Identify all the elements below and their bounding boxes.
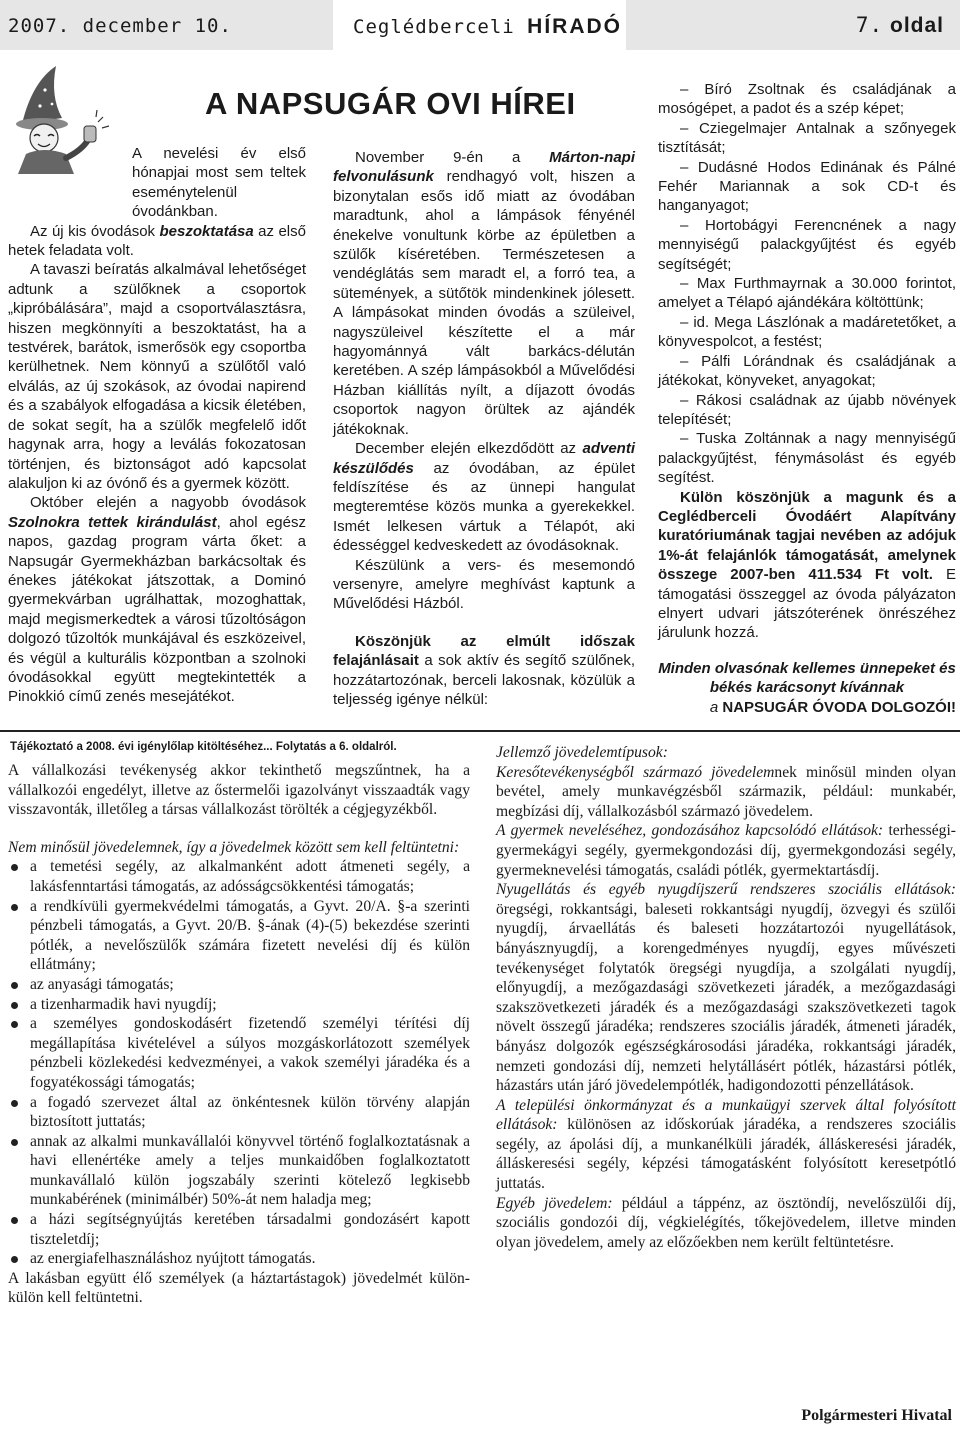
- lantern-paragraph: [333, 148, 635, 439]
- income-type-pension-label: Nyugellátás és egyéb nyugdíjszerű rendszeres szociális ellátások:: [496, 881, 956, 899]
- article-column-2: [333, 148, 635, 709]
- list-item: a tizenharmadik havi nyugdíj;: [8, 995, 470, 1015]
- closing-wish: [658, 659, 956, 698]
- excursion-emphasis: Szolnokra tettek kirándulást: [8, 513, 217, 531]
- non-income-list: [8, 857, 470, 1268]
- header-left-panel: [0, 0, 333, 50]
- thanks-item: – Max Furthmayrnak a 30.000 forintot, amelyet a Télapó ajándékára költöttünk;: [658, 275, 956, 312]
- contest-paragraph: Készülünk a vers- és mesemondó versenyre, amelyre meghívást kaptunk a Művelődési Házból.: [333, 556, 635, 613]
- intro-b-text: Az új kis óvodások: [30, 222, 160, 240]
- thanks-item: – Cziegelmajer Antalnak a szőnyegek tisztítását;: [658, 119, 956, 157]
- page-number: [856, 13, 944, 38]
- publication-name-bold: HÍRADÓ: [527, 15, 622, 38]
- list-item: az energiafelhasználáshoz nyújtott támogatás.: [8, 1249, 470, 1269]
- thanks-item: – Bíró Zsoltnak és családjának a mosógépet, a padot és a szép képet;: [658, 81, 956, 118]
- foundation-bold: Külön köszönjük a magunk és a Ceglédberceli Óvodáért Alapítvány kuratóriumának tagjai nevében az adójuk 1%-át felajánlók támogatását, amelynek összege 2007-ben 411.534 Ft volt.: [658, 488, 956, 584]
- lower-left-column: [8, 761, 470, 1308]
- article-title: A NAPSUGÁR OVI HÍREI: [205, 86, 576, 121]
- non-income-heading: [8, 838, 470, 858]
- thanks-item: – Pálfi Lórándnak és családjának a játékokat, könyveket, anyagokat;: [658, 352, 956, 390]
- list-item: a rendkívüli gyermekvédelmi támogatás, a Gyvt. 20/A. §-a szerinti pénzbeli támogatás, a Gyvt. 20/B. §-ának (4)-(5) bekezdése szerinti pótlék, a nevelőszülők számára fizetett nevelési díj és külön ellátmány;: [8, 897, 470, 975]
- closing-wish-text: Minden olvasónak kellemes ünnepeket és békés karácsonyt kívánnak: [658, 659, 956, 697]
- household-income-note: A lakásban együtt élő személyek (a háztartástagok) jövedelmét külön-külön kell feltüntetni.: [8, 1269, 470, 1307]
- income-type-work-text: nek minősül minden olyan bevétel, amely munkavégzésből származik, például: munkabér, megbízási díj, vállalkozásból származó jövedelem.: [496, 763, 956, 820]
- list-item: az anyasági támogatás;: [8, 975, 470, 995]
- thanks-item: – Rákosi családnak az újabb növények telepítését;: [658, 391, 956, 428]
- income-type-other-text: például a táppénz, az ösztöndíj, nevelőszülői díj, szociális gondozói díj, végkielégítés, tőkejövedelem, illetve minden olyan jövedelem, amely az előzőekben nem került feltüntetésre.: [496, 1194, 956, 1251]
- list-item: a fogadó szervezet által az önkéntesnek külön törvény alapján biztosított juttatás;: [8, 1093, 470, 1132]
- excursion-paragraph: [8, 493, 306, 706]
- income-type-municipal: [496, 1096, 956, 1194]
- lantern-emphasis: Márton-napi felvonulásunk: [333, 149, 635, 186]
- thanks-item: – Tuska Zoltánnak a nagy mennyiségű palackgyűjtést, fénymásolást és egyéb segítést.: [658, 430, 956, 487]
- continuation-credit: Tájékoztató a 2008. évi igénylőlap kitöltéséhez... Folytatás a 6. oldalról.: [10, 741, 397, 753]
- settling-in-paragraph: A tavaszi beíratás alkalmával lehetőséget adtunk a szülőknek a csoportok „kipróbálására”, majd a csoportválasztásra, hiszen megkönnyíti a beszoktatást, ha a testvérek, barátok, ismerősök egy csoportba kerülhetnek. Nem könnyű a szülőtől való elválás, az új szokások, az óvodai napirend és a szabályok elfogadása a kicsik életében, de sokat segít, ha a szülők megfelelő időt hagynak arra, hogy a leválás fokozatosan történjen, és biztonságot adó kapcsolat alakuljon ki az óvónő és a gyermek között.: [8, 261, 306, 492]
- business-termination-paragraph: A vállalkozási tevékenység akkor tekinthető megszűntnek, ha a vállalkozói engedélyt, illetve az őstermelői igazolványt visszaadták vagy visszavonták, illetőleg a társas vállalkozást törölték a cégjegyzékből.: [8, 762, 470, 819]
- list-item: a temetési segély, az alkalmanként adott átmeneti segély, a lakásfenntartási támogatás, az adósságcsökkentési támogatás;: [8, 857, 470, 896]
- excursion-text-end: , ahol egész napos, gazdag program várta őket: a Napsugár Gyermekházban barkácsoltak és énekes játékokat játszottak, a Dominó gyermekvárban ugrálhattak, mozoghattak, majd megismerkedtek a városi tűzoltóságon dolgozó tűzoltók munkájával és eszközeivel, és végül a kulturális központban a szolnoki óvodásokkal együtt megtekintették a Pinokkió című zenés mesejátékot.: [8, 513, 306, 706]
- income-type-work-label: Keresőtevékenységből származó jövedelem: [496, 763, 775, 781]
- office-signature: Polgármesteri Hivatal: [801, 1407, 952, 1424]
- advent-paragraph: [333, 439, 635, 555]
- income-type-childcare-label: A gyermek neveléséhez, gondozásához kapcsolódó ellátások:: [496, 822, 884, 840]
- foundation-text: E támogatási összeggel az óvoda pályázaton elnyert udvari játszóterének önrészéhez járulunk hozzá.: [658, 566, 956, 642]
- page-header: [0, 0, 960, 50]
- page-number-value: 7.: [855, 13, 884, 37]
- foundation-paragraph: [658, 488, 956, 643]
- lower-right-column: [496, 743, 956, 1252]
- advent-text-end: az óvodában, az épület feldíszítése és az ünnepi hangulat megteremtése közös munka a gyerekekkel. Ismét lelkesen vártuk a Télapót, aki édességgel kedveskedett az óvodásoknak.: [333, 459, 635, 555]
- non-income-heading-text: Nem minősül jövedelemnek, így a jövedelmek között sem kell feltüntetni:: [8, 838, 460, 856]
- income-type-pension-text: öregségi, rokkantsági, baleseti rokkantsági nyugdíj, özvegyi és szülői nyugdíj, árvaellátás és baleseti hozzátartozói nyugellátások, bányásznyugdíj, a korengedményes nyugdíj, egyes művészeti tevékenységet folytatók öregségi nyugdíja, a szolgálati nyugdíj, előnyugdíj, a mezőgazdasági szövetkezeti járadék, a mezőgazdasági szakszövetkezeti járadék és a mezőgazdasági szakszövetkezeti tagok növelt összegű járadéka; rendszeres szociális járadék, átmeneti járadék, bányász dolgozók egészségkárosodási járadéka, rokkantsági járadék, nemzeti gondozási díj, nemzeti helytállásért pótlék, házastársi pótlék, házastárs után járó jövedelempótlék, hadigondozotti pénzellátások.: [496, 900, 956, 1095]
- intro-b-emphasis: beszoktatása: [159, 222, 254, 240]
- income-types-heading: [496, 743, 956, 763]
- article-column-3: [658, 80, 956, 717]
- income-type-municipal-label: A települési önkormányzat és a munkaügyi szervek által folyósított ellátások:: [496, 1096, 956, 1134]
- closing-signature-prefix: a: [709, 698, 723, 716]
- page-number-word: oldal: [883, 14, 944, 37]
- publication-name-light: Ceglédberceli: [353, 16, 528, 38]
- thanks-intro-paragraph: [333, 632, 635, 710]
- intro-b-text-end: az első hetek feladata volt.: [8, 222, 306, 260]
- advent-emphasis: adventi készülődés: [333, 440, 635, 477]
- excursion-text-start: Október elején a nagyobb óvodások: [30, 494, 306, 512]
- list-item: a házi segítségnyújtás keretében társadalmi gondozásért kapott tiszteletdíj;: [8, 1210, 470, 1249]
- income-type-childcare-text: terhességi-gyermekágyi segély, gyermekgondozási díj, gyermekgondozási segély, gyermeknevelési támogatás, családi pótlék, gyermektartásdíj.: [496, 822, 956, 879]
- section-divider: [0, 730, 960, 732]
- intro-paragraph-b: [8, 222, 306, 261]
- thanks-intro-bold: Köszönjük az elmúlt időszak felajánlásait: [333, 632, 635, 670]
- list-item: annak az alkalmi munkavállalói könyvvel történő foglalkoztatásnak a havi ellenértéke amely a teljes munkaidőben foglalkoztatott munkavállaló külön jogszabály szerinti kötelező legkisebb munkabérének (minimálbér) 50%-át nem haladja meg;: [8, 1132, 470, 1210]
- header-center-panel: [333, 0, 626, 50]
- lantern-text-start: November 9-én a: [355, 149, 550, 166]
- list-item: a személyes gondoskodásért fizetendő személyi térítési díj megállapítása kivételével a súlyos mozgáskorlátozott személyek pénzbeli közlekedési kedvezményei, a vakok személyi járadéka és a fogyatékossági támogatás;: [8, 1014, 470, 1092]
- thanks-intro-text: a sok aktív és segítő szülőnek, hozzátartozónak, berceli lakosnak, közülük a teljesség igénye nélkül:: [333, 652, 635, 708]
- closing-signature: [658, 698, 956, 717]
- thanks-item: – Dudásné Hodos Edinának és Pálné Fehér Mariannak a sok CD-t és hanganyagot;: [658, 158, 956, 215]
- advent-text-start: December elején elkezdődött az: [355, 440, 583, 458]
- income-type-municipal-text: különösen az időskorúak járadéka, a rendszeres szociális segély, az ápolási díj, a munkanélküli járadék, álláskeresési járadék, álláskeresési segély, képzési támogatásként folyósított keresetpótló juttatás.: [496, 1116, 956, 1193]
- issue-date: 2007. december 10.: [8, 15, 232, 37]
- intro-paragraph-a: A nevelési év első hónapjai most sem teltek eseménytelenül óvodánkban.: [132, 145, 306, 221]
- income-type-childcare: [496, 821, 956, 880]
- income-type-work: [496, 763, 956, 822]
- thanks-item: – id. Mega Lászlónak a madáretetőket, a könyvespolcot, a festést;: [658, 313, 956, 351]
- income-types-heading-text: Jellemző jövedelemtípusok:: [496, 744, 668, 761]
- header-right-panel: [626, 0, 960, 50]
- thanks-item: – Hortobágyi Ferencnének a nagy mennyiségű palackgyűjtést és egyéb segítségét;: [658, 216, 956, 273]
- income-type-pension: [496, 880, 956, 1096]
- lantern-text-end: rendhagyó volt, hiszen a bizonytalan esős idő miatt az óvodában maradtunk, ahol a lámpások fényénél énekelve vonultunk körbe az épületben a szülők kíséretében. Természetesen a vendéglátás sem maradt el, a forró tea, a sütemények, a sütőtök mindenkinek jólesett. A lámpásokat minden óvodás a szüleivel, nagyszüleivel készítette el a már hagyománnyá vált barkács-délután keretében. A szép lámpásokból a Művelődési Házban kiállítás nyílt, a díjazott óvodás csoportok nagyon örültek az ajándék játékoknak.: [333, 168, 635, 438]
- income-type-other: [496, 1194, 956, 1253]
- article-column-1: [8, 144, 306, 707]
- income-type-other-label: Egyéb jövedelem:: [496, 1194, 613, 1212]
- publication-name: [353, 15, 622, 39]
- closing-signature-name: NAPSUGÁR ÓVODA DOLGOZÓI!: [722, 698, 956, 716]
